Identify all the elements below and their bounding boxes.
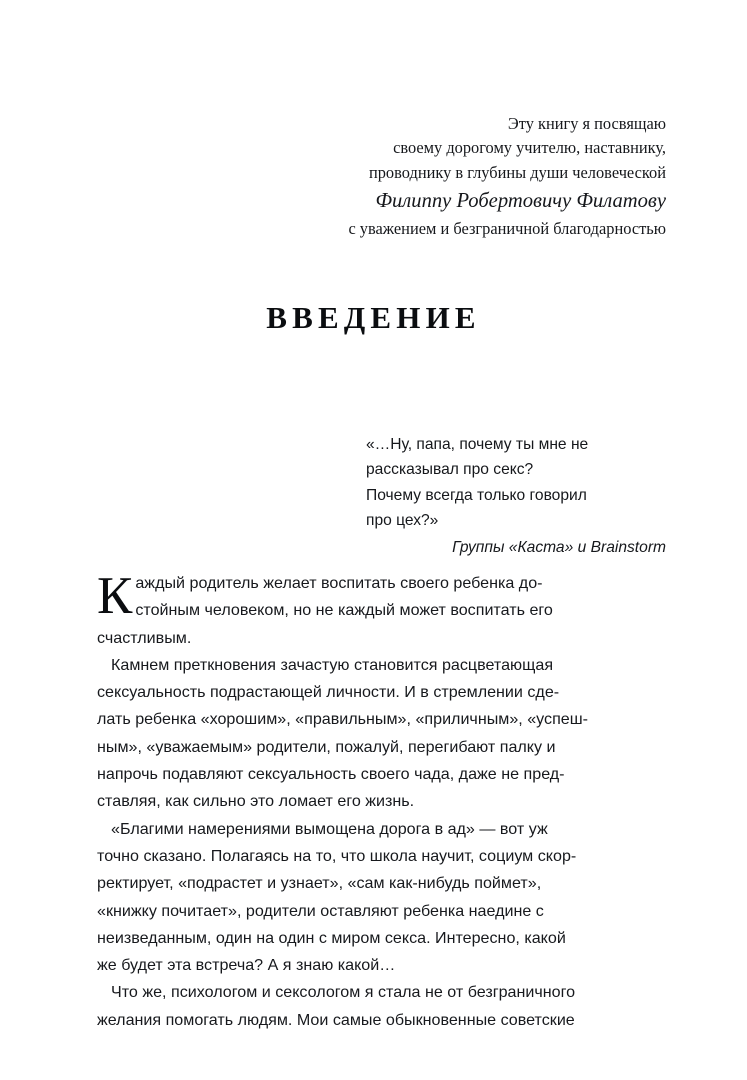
text-line: аждый родитель желает воспитать своего ребенка до-	[135, 574, 543, 592]
epigraph-line: про цех?»	[366, 512, 439, 530]
dedication-honoree: Филиппу Робертовичу Филатову	[375, 189, 666, 212]
epigraph-line: рассказывал про секс?	[366, 461, 534, 479]
paragraph	[97, 652, 666, 816]
text-line: счастливым.	[97, 628, 192, 647]
text-line: желания помогать людям. Мои самые обыкновенные советские	[97, 1010, 575, 1029]
epigraph-attribution: Группы «Каста» и Brainstorm	[452, 538, 666, 556]
epigraph-block	[366, 432, 666, 560]
drop-cap: К	[97, 567, 133, 625]
dedication-line: Эту книгу я посвящаю	[507, 114, 666, 133]
text-line: «книжку почитает», родители оставляют ребенка наедине с	[97, 901, 544, 920]
text-line: ным», «уважаемым» родители, пожалуй, перегибают палку и	[97, 737, 556, 756]
body-text	[97, 567, 666, 1034]
text-line: напрочь подавляют сексуальность своего чада, даже не пред-	[97, 765, 565, 784]
dedication-closing: с уважением и безграничной благодарностью	[348, 218, 666, 238]
paragraph	[97, 816, 666, 980]
dedication-block	[97, 112, 666, 242]
text-line: точно сказано. Полагаясь на то, что школа научит, социум скор-	[97, 846, 577, 865]
dedication-line: своему дорогому учителю, наставнику,	[393, 138, 666, 158]
text-line: ставляя, как сильно это ломает его жизнь.	[97, 792, 415, 811]
text-line: сексуальность подрастающей личности. И в стремлении сде-	[97, 683, 560, 702]
paragraph-with-dropcap	[97, 567, 666, 652]
paragraph	[97, 979, 666, 1034]
text-line: ректирует, «подрастет и узнает», «сам как-нибудь поймет»,	[97, 874, 542, 893]
epigraph-line: «…Ну, папа, почему ты мне не	[366, 436, 589, 453]
text-line: «Благими намерениями вымощена дорога в ад» — вот уж	[111, 819, 548, 838]
text-line: лать ребенка «хорошим», «правильным», «приличным», «успеш-	[97, 710, 589, 729]
text-line: неизведанным, один на один с миром секса. Интересно, какой	[97, 928, 566, 947]
page-title: ВВЕДЕНИЕ	[266, 300, 481, 335]
epigraph-line: Почему всегда только говорил	[366, 486, 587, 504]
text-line: же будет эта встреча? А я знаю какой…	[97, 956, 396, 975]
text-line: Камнем преткновения зачастую становится расцветающая	[111, 655, 554, 674]
dedication-line: проводнику в глубины души человеческой	[368, 162, 666, 182]
text-line: стойным человеком, но не каждый может воспитать его	[135, 601, 553, 620]
text-line: Что же, психологом и сексологом я стала не от безграничного	[111, 983, 576, 1002]
